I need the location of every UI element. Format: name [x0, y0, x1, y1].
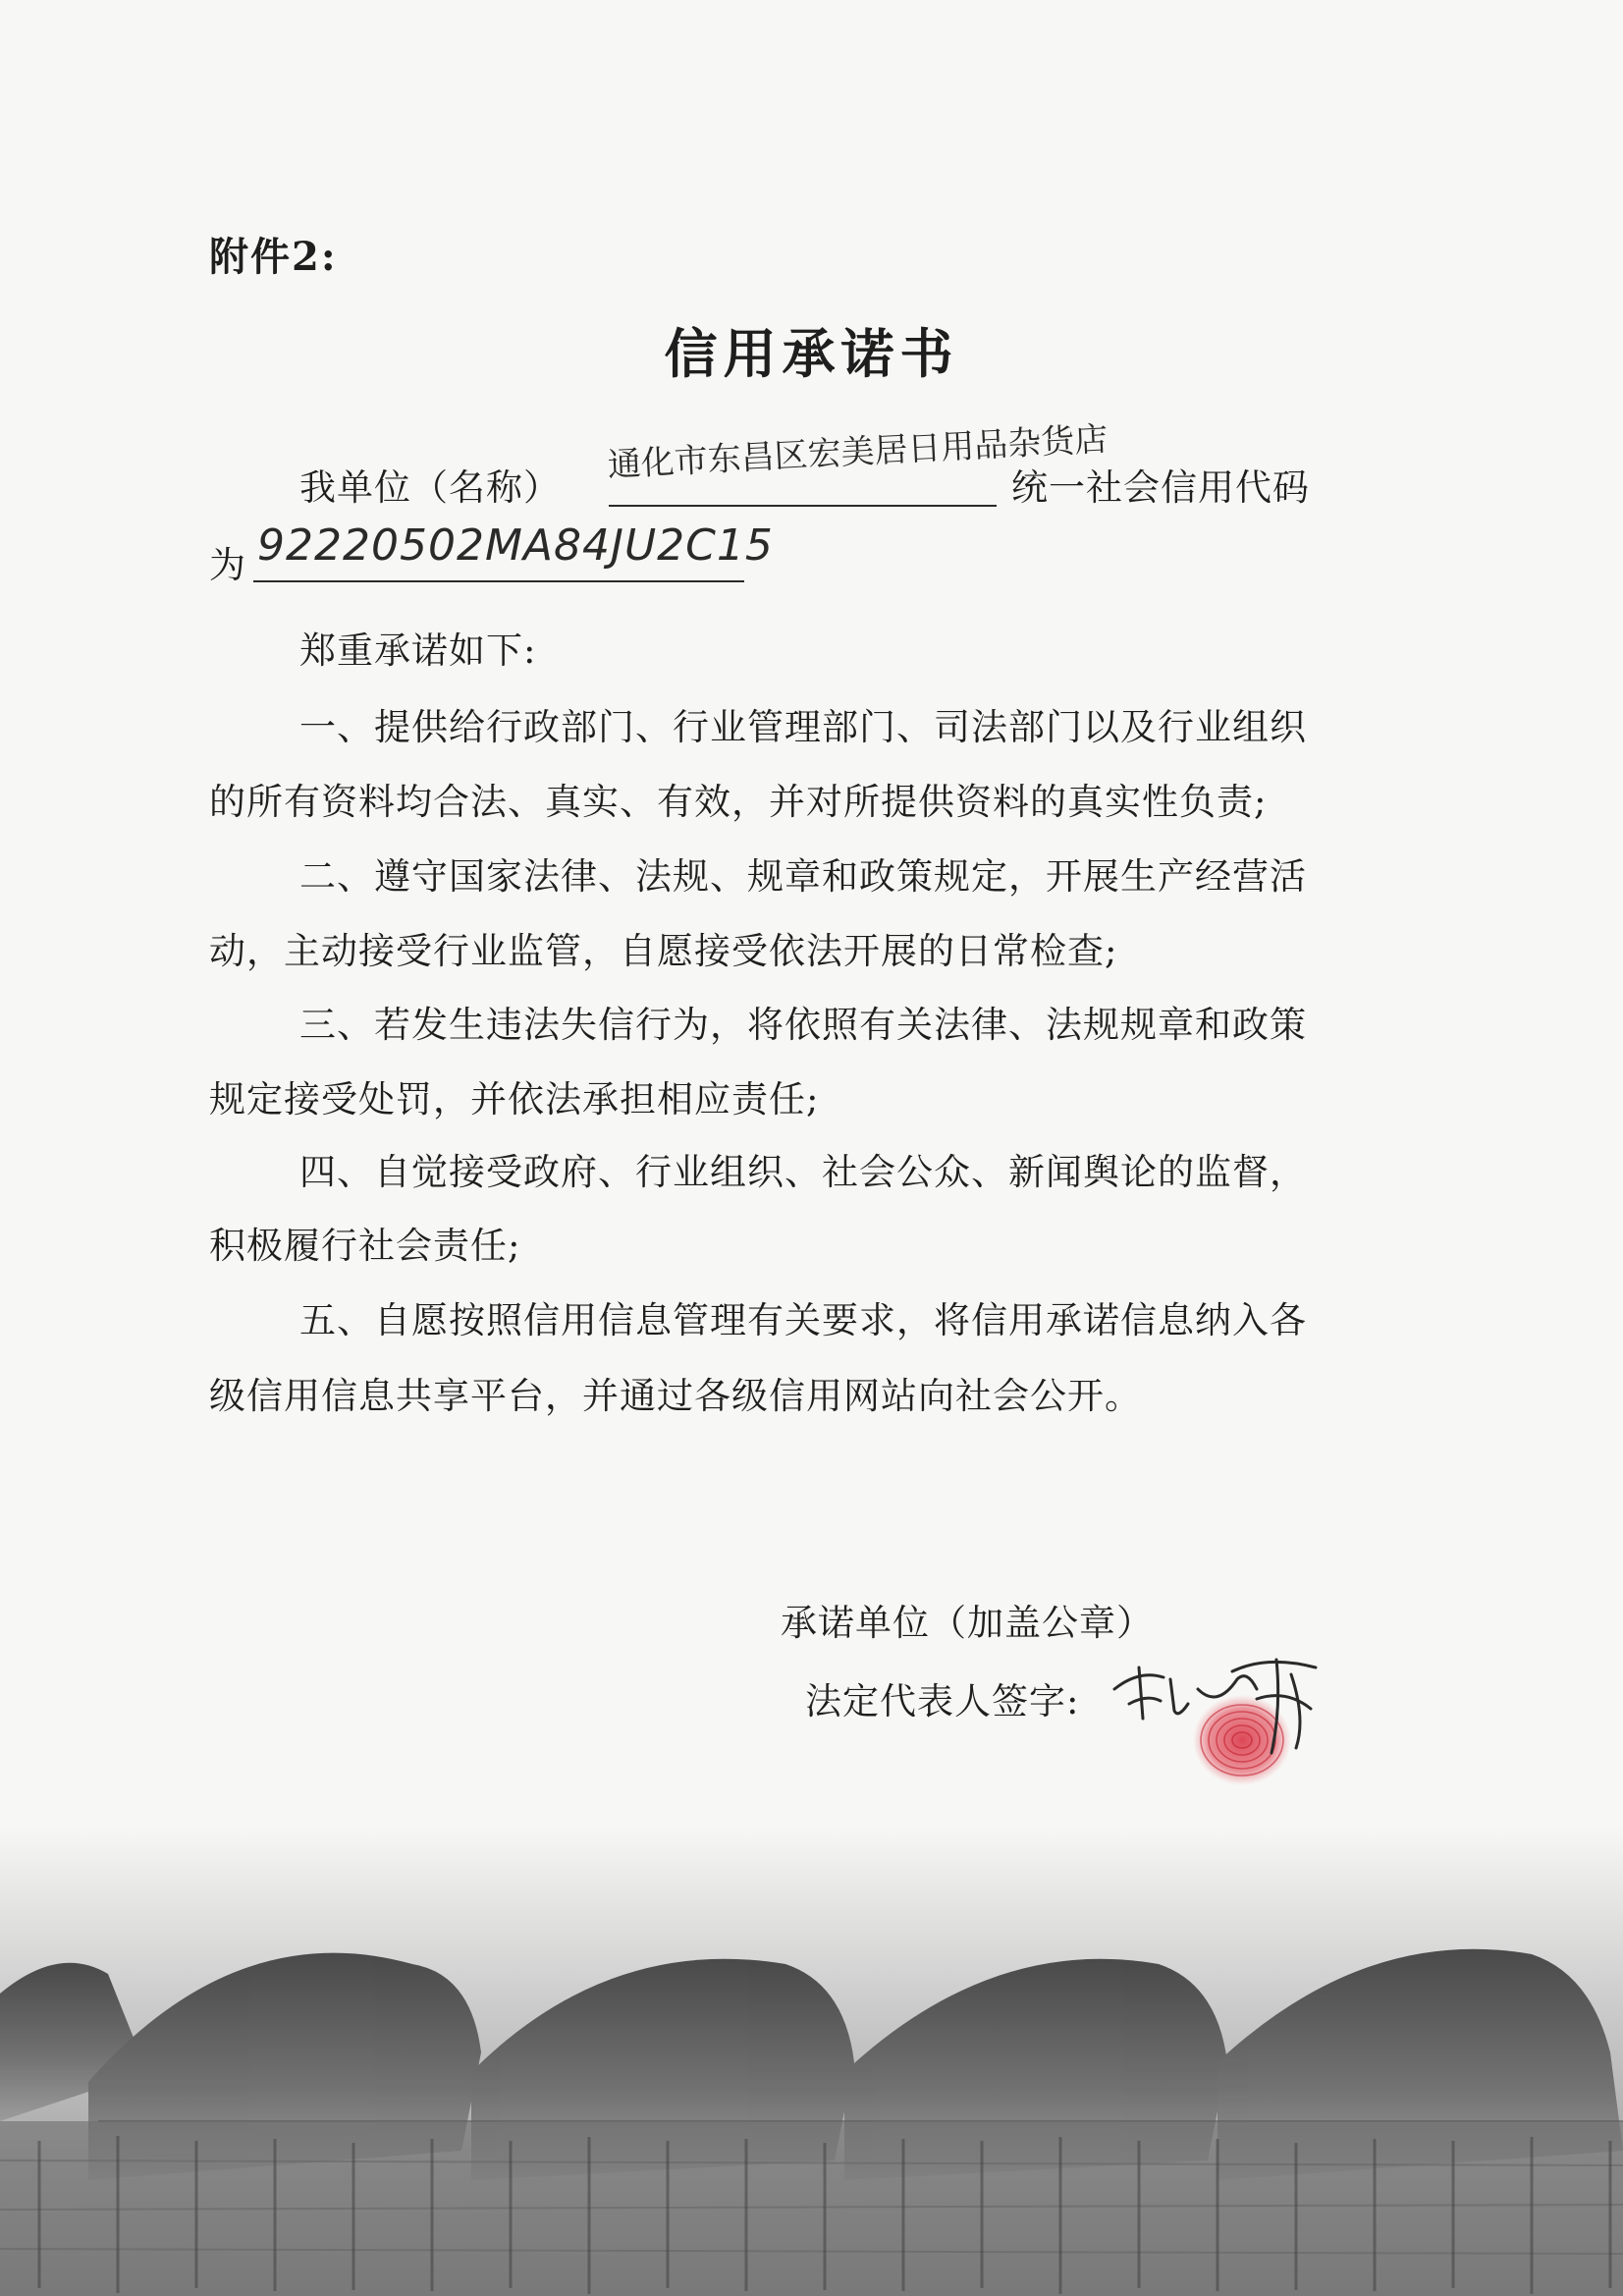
document-title: 信用承诺书 [664, 322, 959, 385]
landscape-watermark-icon [0, 1827, 1623, 2296]
unit-name-underline [609, 505, 997, 507]
unit-name-handwritten: 通化市东昌区宏美居日用品杂货店 [606, 419, 1109, 486]
clause-1-line-1: 一、提供给行政部门、行业管理部门、司法部门以及行业组织 [299, 706, 1307, 748]
credit-code-label: 统一社会信用代码 [1011, 466, 1310, 509]
handwritten-signature-icon [1109, 1650, 1365, 1768]
credit-code-underline [253, 580, 744, 582]
clause-4-line-2: 积极履行社会责任; [209, 1225, 521, 1267]
unit-prefix: 我单位（名称） [299, 466, 561, 509]
promising-unit-label: 承诺单位（加盖公章） [781, 1602, 1154, 1644]
clause-4-line-1: 四、自觉接受政府、行业组织、社会公众、新闻舆论的监督， [299, 1151, 1307, 1193]
attachment-label: 附件2: [209, 234, 338, 280]
promise-intro: 郑重承诺如下: [299, 629, 537, 672]
clause-2-line-2: 动，主动接受行业监管，自愿接受依法开展的日常检查; [209, 930, 1118, 972]
clause-2-line-1: 二、遵守国家法律、法规、规章和政策规定，开展生产经营活 [299, 855, 1307, 898]
clause-5-line-1: 五、自愿按照信用信息管理有关要求，将信用承诺信息纳入各 [299, 1299, 1307, 1341]
credit-code-handwritten: 92220502MA84JU2C15 [257, 520, 774, 571]
legal-rep-label: 法定代表人签字: [805, 1680, 1080, 1722]
clause-5-line-2: 级信用信息共享平台，并通过各级信用网站向社会公开。 [209, 1375, 1142, 1417]
clause-1-line-2: 的所有资料均合法、真实、有效，并对所提供资料的真实性负责; [209, 781, 1268, 823]
clause-3-line-2: 规定接受处罚，并依法承担相应责任; [209, 1078, 820, 1121]
clause-3-line-1: 三、若发生违法失信行为，将依照有关法律、法规规章和政策 [299, 1004, 1307, 1046]
wei-label: 为 [209, 544, 246, 586]
